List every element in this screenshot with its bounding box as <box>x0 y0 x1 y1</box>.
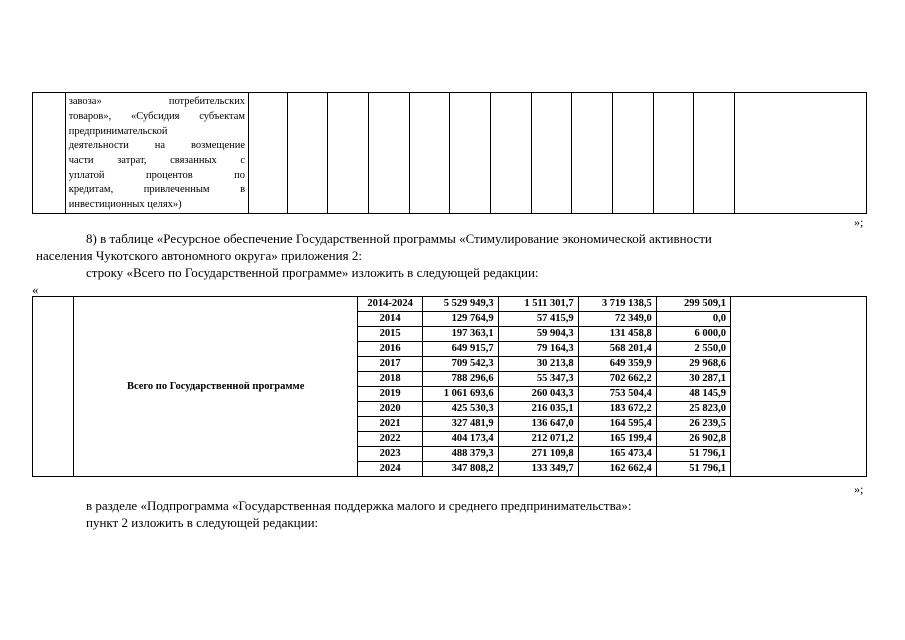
amount-cell: 212 071,2 <box>498 432 578 447</box>
amount-cell: 6 000,0 <box>656 327 730 342</box>
fragment-text-line: товаров», «Субсидия субъектам <box>68 110 246 122</box>
amount-cell: 788 296,6 <box>423 372 498 387</box>
fragment-cell <box>572 93 613 214</box>
fragment-cell <box>450 93 491 214</box>
amount-cell: 709 542,3 <box>423 357 498 372</box>
amount-cell: 133 349,7 <box>498 462 578 477</box>
amount-cell: 327 481,9 <box>423 417 498 432</box>
amount-cell: 26 239,5 <box>656 417 730 432</box>
year-cell: 2021 <box>357 417 422 432</box>
amount-cell: 162 662,4 <box>578 462 656 477</box>
amount-cell: 165 473,4 <box>578 447 656 462</box>
amount-cell: 299 509,1 <box>656 297 730 312</box>
year-cell: 2018 <box>357 372 422 387</box>
fragment-cell <box>531 93 572 214</box>
fragment-text-line: кредитам, привлеченным в <box>68 184 246 196</box>
fragment-cell <box>653 93 694 214</box>
amount-cell: 1 061 693,6 <box>423 387 498 402</box>
amount-cell: 48 145,9 <box>656 387 730 402</box>
amount-cell: 425 530,3 <box>423 402 498 417</box>
row-number-cell <box>33 297 74 477</box>
resource-table <box>32 296 867 477</box>
fragment-cell <box>328 93 369 214</box>
amount-cell: 649 915,7 <box>423 342 498 357</box>
year-cell: 2022 <box>357 432 422 447</box>
program-total-label: Всего по Государственной программе <box>74 297 357 477</box>
amount-cell: 72 349,0 <box>578 312 656 327</box>
amount-cell: 136 647,0 <box>498 417 578 432</box>
fragment-text-line: предпринимательской <box>68 125 168 137</box>
amount-cell: 51 796,1 <box>656 462 730 477</box>
year-cell: 2014-2024 <box>357 297 422 312</box>
amount-cell: 30 213,8 <box>498 357 578 372</box>
amount-cell: 216 035,1 <box>498 402 578 417</box>
fragment-cell <box>734 93 866 214</box>
amount-cell: 649 359,9 <box>578 357 656 372</box>
fragment-cell <box>287 93 328 214</box>
fragment-cell <box>491 93 532 214</box>
item8-line3: строку «Всего по Государственной программе» изложить в следующей редакции: <box>86 265 539 280</box>
year-cell: 2014 <box>357 312 422 327</box>
item8-line2: населения Чукотского автономного округа» приложения 2: <box>36 248 362 263</box>
year-cell: 2023 <box>357 447 422 462</box>
amount-cell: 197 363,1 <box>423 327 498 342</box>
year-cell: 2024 <box>357 462 422 477</box>
empty-cell <box>731 297 867 477</box>
year-cell: 2016 <box>357 342 422 357</box>
table-row <box>33 297 867 312</box>
fragment-closing-quote: »; <box>854 215 864 229</box>
amount-cell: 753 504,4 <box>578 387 656 402</box>
fragment-cell-text <box>65 93 248 214</box>
amount-cell: 164 595,4 <box>578 417 656 432</box>
resource-closing-quote: »; <box>854 482 864 496</box>
fragment-cell <box>694 93 735 214</box>
section-line2: пункт 2 изложить в следующей редакции: <box>86 515 319 530</box>
amount-cell: 347 808,2 <box>423 462 498 477</box>
fragment-text-line: инвестиционных целях») <box>68 199 182 211</box>
year-cell: 2019 <box>357 387 422 402</box>
amount-cell: 51 796,1 <box>656 447 730 462</box>
year-cell: 2017 <box>357 357 422 372</box>
amount-cell: 702 662,2 <box>578 372 656 387</box>
fragment-table <box>32 92 867 214</box>
amount-cell: 165 199,4 <box>578 432 656 447</box>
year-cell: 2015 <box>357 327 422 342</box>
year-cell: 2020 <box>357 402 422 417</box>
amount-cell: 1 511 301,7 <box>498 297 578 312</box>
fragment-cell <box>409 93 450 214</box>
fragment-text-line: завоза» потребительских <box>68 96 246 108</box>
amount-cell: 25 823,0 <box>656 402 730 417</box>
fragment-cell <box>369 93 410 214</box>
fragment-text-line: деятельности на возмещение <box>68 140 246 152</box>
fragment-text-line: части затрат, связанных с <box>68 155 246 166</box>
amount-cell: 129 764,9 <box>423 312 498 327</box>
amount-cell: 5 529 949,3 <box>423 297 498 312</box>
amount-cell: 183 672,2 <box>578 402 656 417</box>
section-line1: в разделе «Подпрограмма «Государственная поддержка малого и среднего предпринимательства»: <box>86 498 632 513</box>
amount-cell: 55 347,3 <box>498 372 578 387</box>
amount-cell: 260 043,3 <box>498 387 578 402</box>
amount-cell: 30 287,1 <box>656 372 730 387</box>
amount-cell: 3 719 138,5 <box>578 297 656 312</box>
amount-cell: 488 379,3 <box>423 447 498 462</box>
amount-cell: 271 109,8 <box>498 447 578 462</box>
fragment-cell-number <box>33 93 66 214</box>
amount-cell: 79 164,3 <box>498 342 578 357</box>
amount-cell: 0,0 <box>656 312 730 327</box>
amount-cell: 404 173,4 <box>423 432 498 447</box>
amount-cell: 29 968,6 <box>656 357 730 372</box>
fragment-cell <box>249 93 288 214</box>
amount-cell: 26 902,8 <box>656 432 730 447</box>
amount-cell: 131 458,8 <box>578 327 656 342</box>
amount-cell: 57 415,9 <box>498 312 578 327</box>
amount-cell: 568 201,4 <box>578 342 656 357</box>
open-quote: « <box>32 282 39 297</box>
fragment-text-line: уплатой процентов по <box>68 169 246 181</box>
fragment-cell <box>612 93 653 214</box>
item8-line1: 8) в таблице «Ресурсное обеспечение Государственной программы «Стимулирование экономической активности <box>86 231 712 246</box>
amount-cell: 2 550,0 <box>656 342 730 357</box>
fragment-text <box>66 93 248 213</box>
amount-cell: 59 904,3 <box>498 327 578 342</box>
